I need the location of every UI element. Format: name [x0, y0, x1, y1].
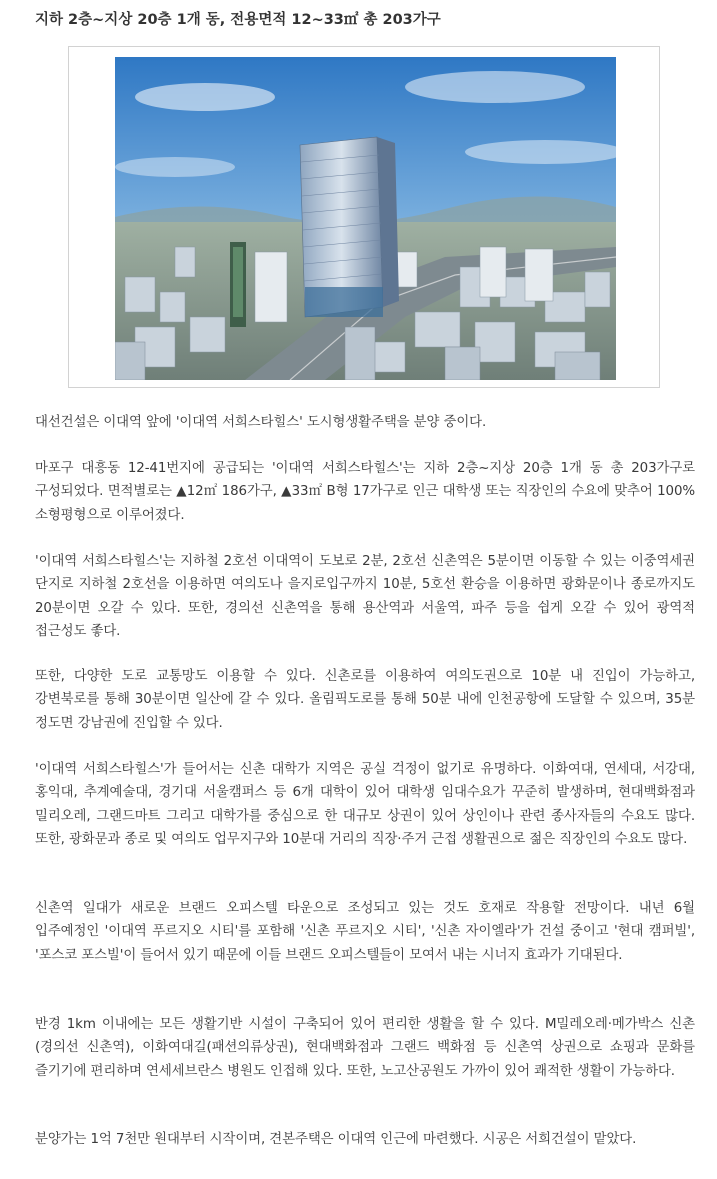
paragraph-1: 대선건설은 이대역 앞에 '이대역 서희스타힐스' 도시형생활주택을 분양 중이다.	[35, 415, 487, 430]
paragraph-4: 또한, 다양한 도로 교통망도 이용할 수 있다. 신촌로를 이용하여 여의도권으로 10분 내 진입이 가능하고, 강변북로를 통해 30분이면 일산에 갈 수 있다. 올림픽도로를 통해 50분 내에 인천공항에 도달할 수 있으며, 35분 정도면 강남권에 진입할 수 있다.	[35, 669, 695, 731]
paragraph-8: 분양가는 1억 7천만 원대부터 시작이며, 견본주택은 이대역 인근에 마련했다. 시공은 서희건설이 맡았다.	[35, 1132, 637, 1147]
paragraph-7: 반경 1km 이내에는 모든 생활기반 시설이 구축되어 있어 편리한 생활을 할 수 있다. M밀레오레·메가박스 신촌(경의선 신촌역), 이화여대길(패션의류상권), 현대백화점과 그랜드 백화점 등 신촌역 상권으로 쇼핑과 문화를 즐기기에 편리하며 연세세브란스 병원도 인접해 있다. 또한, 노고산공원도 가까이 있어 쾌적한 생활이 가능하다.	[35, 1017, 695, 1079]
article-headline: 지하 2층~지상 20층 1개 동, 전용면적 12~33㎡ 총 203가구	[35, 12, 441, 28]
paragraph-5: '이대역 서희스타힐스'가 들어서는 신촌 대학가 지역은 공실 걱정이 없기로 유명하다. 이화여대, 연세대, 서강대, 홍익대, 추계예술대, 경기대 서울캠퍼스 등 6개 대학이 있어 대학생 임대수요가 꾸준히 발생하며, 현대백화점과 밀리오레, 그랜드마트 그리고 대학가를 중심으로 한 대규모 상권이 있어 상인이나 관련 종사자들의 수요도 많다. 또한, 광화문과 종로 및 여의도 업무지구와 10분대 거리의 직장·주거 근접 생활권으로 젊은 직장인의 수요도 많다.	[35, 762, 695, 847]
building-rendering-image	[115, 57, 616, 380]
paragraph-3: '이대역 서희스타힐스'는 지하철 2호선 이대역이 도보로 2분, 2호선 신촌역은 5분이면 이동할 수 있는 이중역세권 단지로 지하철 2호선을 이용하면 여의도나 을지로입구까지 10분, 5호선 환승을 이용하면 광화문이나 종로까지도 20분이면 오갈 수 있다. 또한, 경의선 신촌역을 통해 용산역과 서울역, 파주 등을 쉽게 오갈 수 있어 광역적 접근성도 좋다.	[35, 554, 695, 639]
paragraph-6: 신촌역 일대가 새로운 브랜드 오피스텔 타운으로 조성되고 있는 것도 호재로 작용할 전망이다. 내년 6월 입주예정인 '이대역 푸르지오 시티'를 포함해 '신촌 푸르지오 시티', '신촌 자이엘라'가 건설 중이고 '현대 캠퍼빌', '포스코 포스빌'이 들어서 있기 때문에 이들 브랜드 오피스텔들이 모여서 내는 시너지 효과가 기대된다.	[35, 901, 695, 963]
paragraph-2: 마포구 대흥동 12-41번지에 공급되는 '이대역 서희스타힐스'는 지하 2층~지상 20층 1개 동 총 203가구로 구성되었다. 면적별로는 ▲12㎡ 186가구, ▲33㎡ B형 17가구로 인근 대학생 또는 직장인의 수요에 맞추어 100% 소형평형으로 이루어졌다.	[35, 461, 695, 523]
